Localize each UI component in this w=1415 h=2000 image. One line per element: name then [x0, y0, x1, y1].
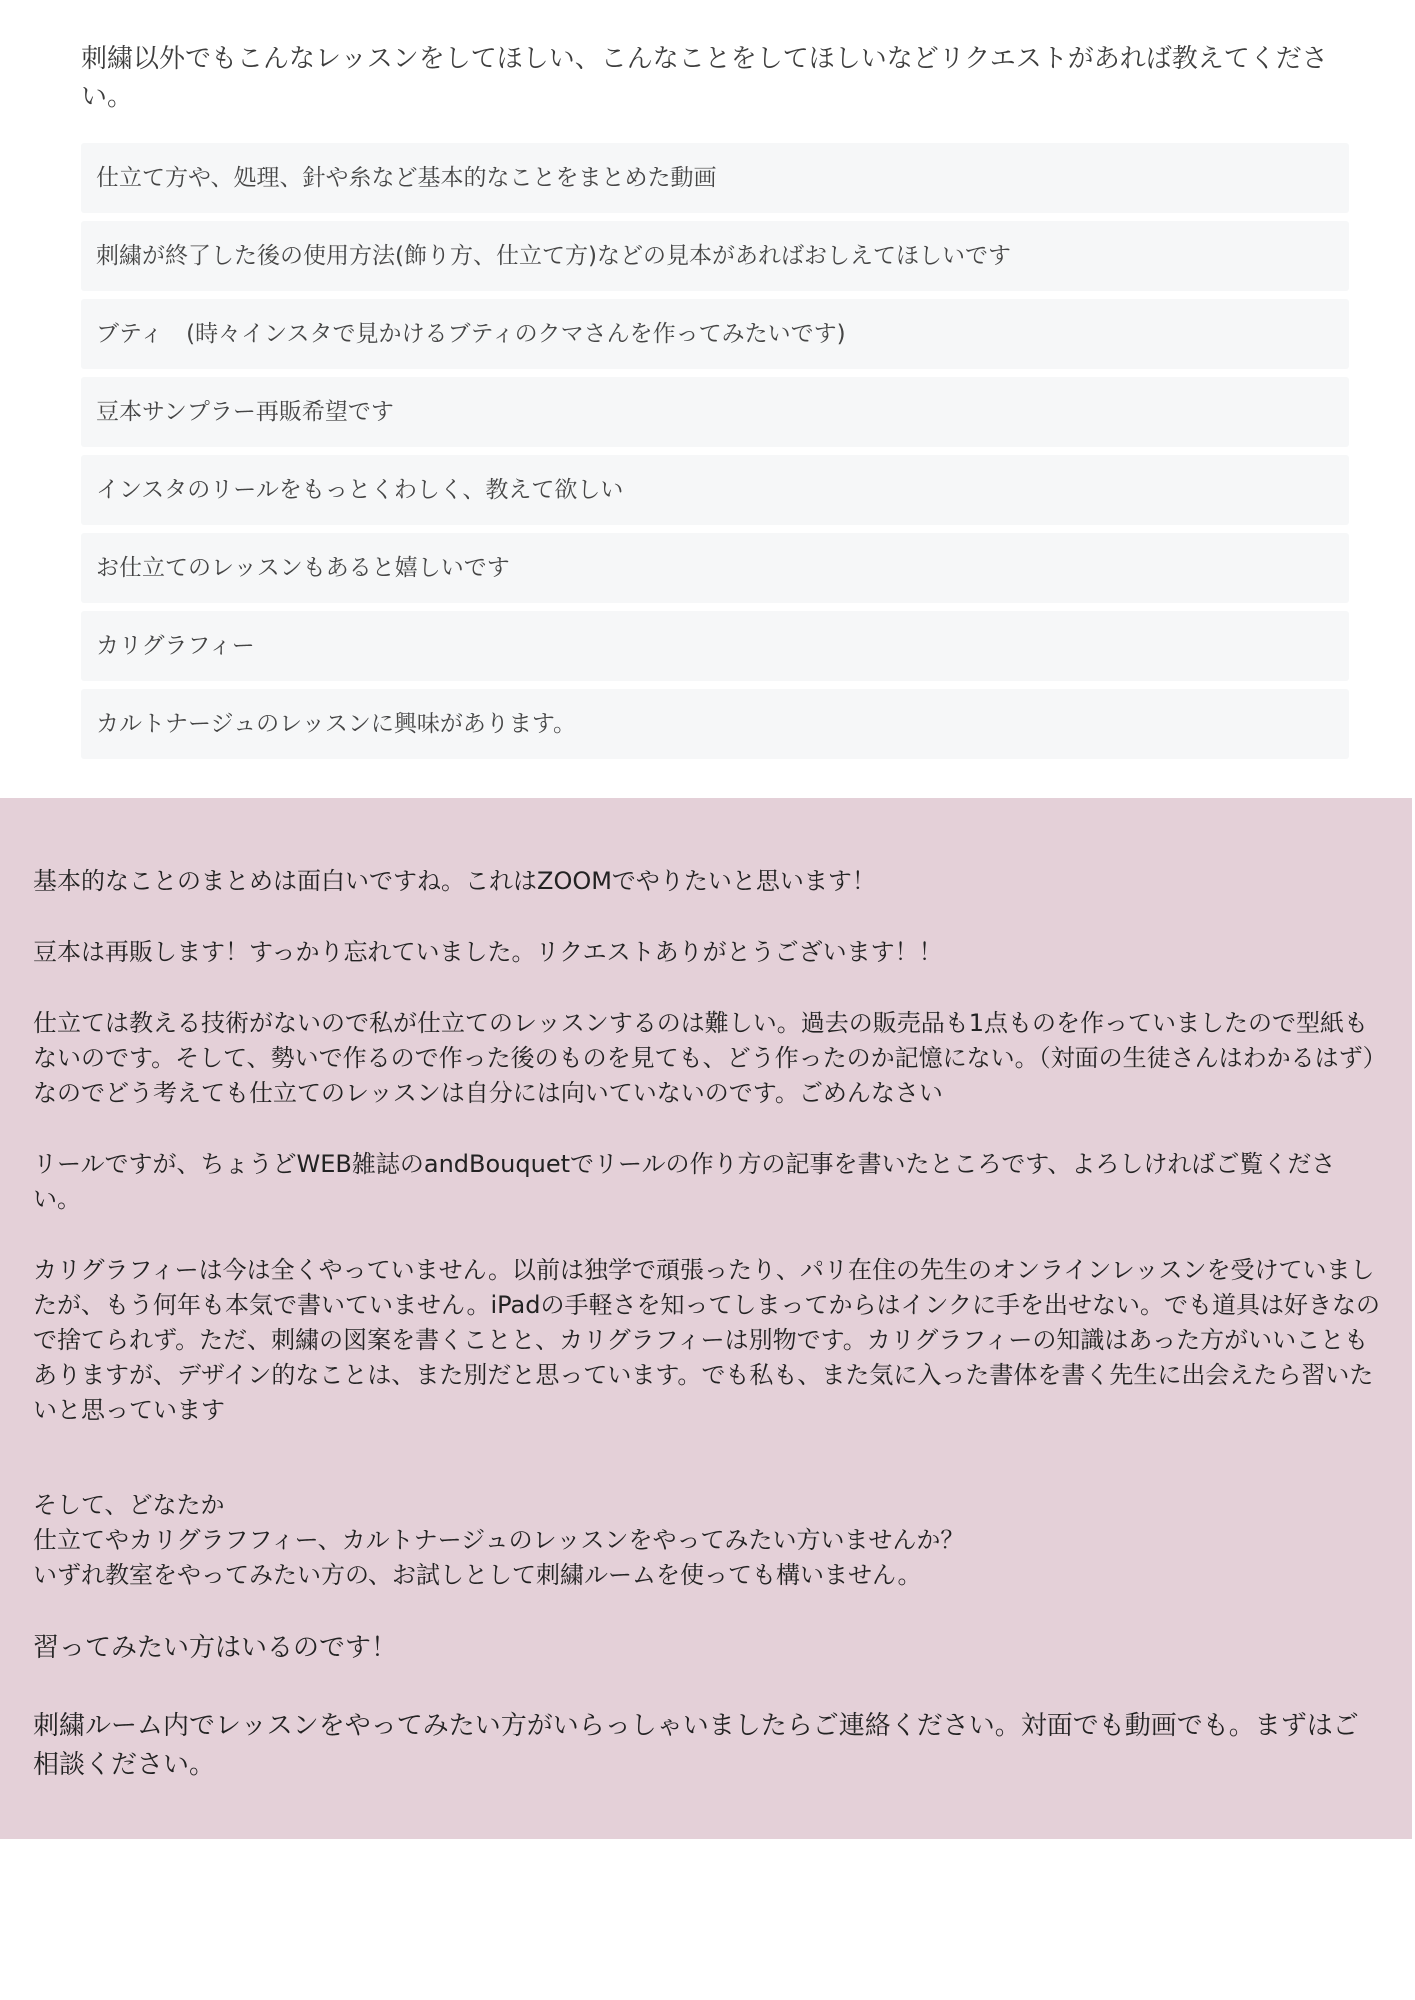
reply-paragraph: 刺繍ルーム内でレッスンをやってみたい方がいらっしゃいましたらご連絡ください。対面でも動画でも。まずはご相談ください。 — [33, 1711, 1359, 1780]
answer-item: お仕立てのレッスンもあると嬉しいです — [81, 533, 1349, 603]
answer-item: インスタのリールをもっとくわしく、教えて欲しい — [81, 455, 1349, 525]
answer-item: 刺繍が終了した後の使用方法(飾り方、仕立て方)などの見本があればおしえてほしいです — [81, 221, 1349, 291]
answer-item: カルトナージュのレッスンに興味があります。 — [81, 689, 1349, 759]
survey-question: 刺繍以外でもこんなレッスンをしてほしい、こんなことをしてほしいなどリクエストがあれば教えてください。 — [81, 44, 1328, 112]
survey-section — [81, 40, 1349, 767]
answer-item: ブティ (時々インスタで見かけるブティのクマさんを作ってみたいです) — [81, 299, 1349, 369]
reply-section — [0, 798, 1412, 1839]
reply-paragraph: 豆本は再販します！すっかり忘れていました。リクエストありがとうございます！！ — [33, 938, 943, 966]
answer-item: 仕立て方や、処理、針や糸など基本的なことをまとめた動画 — [81, 143, 1349, 213]
reply-paragraph: リールですが、ちょうどWEB雑誌のandBouquetでリールの作り方の記事を書いたところです、よろしければご覧ください。 — [33, 1150, 1336, 1213]
reply-paragraph: 仕立ては教える技術がないので私が仕立てのレッスンするのは難しい。過去の販売品も1点ものを作っていましたので型紙もないのです。そして、勢いで作るので作った後のものを見ても、どう作ったのか記憶にない。（対面の生徒さんはわかるはず）なのでどう考えても仕立てのレッスンは自分には向いていないのです。ごめんなさい — [33, 1009, 1375, 1107]
reply-paragraph: カリグラフィーは今は全くやっていません。以前は独学で頑張ったり、パリ在住の先生のオンラインレッスンを受けていましたが、もう何年も本気で書いていません。iPadの手軽さを知ってしまってからはインクに手を出せない。でも道具は好きなので捨てられず。ただ、刺繍の図案を書くことと、カリグラフィーは別物です。カリグラフィーの知識はあった方がいいこともありますが、デザイン的なことは、また別だと思っています。でも私も、また気に入った書体を書く先生に出会えたら習いたいと思っています — [33, 1256, 1380, 1424]
answer-item: 豆本サンプラー再販希望です — [81, 377, 1349, 447]
answer-item: カリグラフィー — [81, 611, 1349, 681]
reply-paragraph: そして、どなたか 仕立てやカリグラフフィー、カルトナージュのレッスンをやってみたい方いませんか？ いずれ教室をやってみたい方の、お試しとして刺繍ルームを使っても構いません。 — [33, 1491, 965, 1589]
answer-list — [81, 143, 1349, 759]
reply-paragraph: 習ってみたい方はいるのです！ — [33, 1633, 398, 1663]
reply-paragraph: 基本的なことのまとめは面白いですね。これはZOOMでやりたいと思います！ — [33, 867, 876, 895]
